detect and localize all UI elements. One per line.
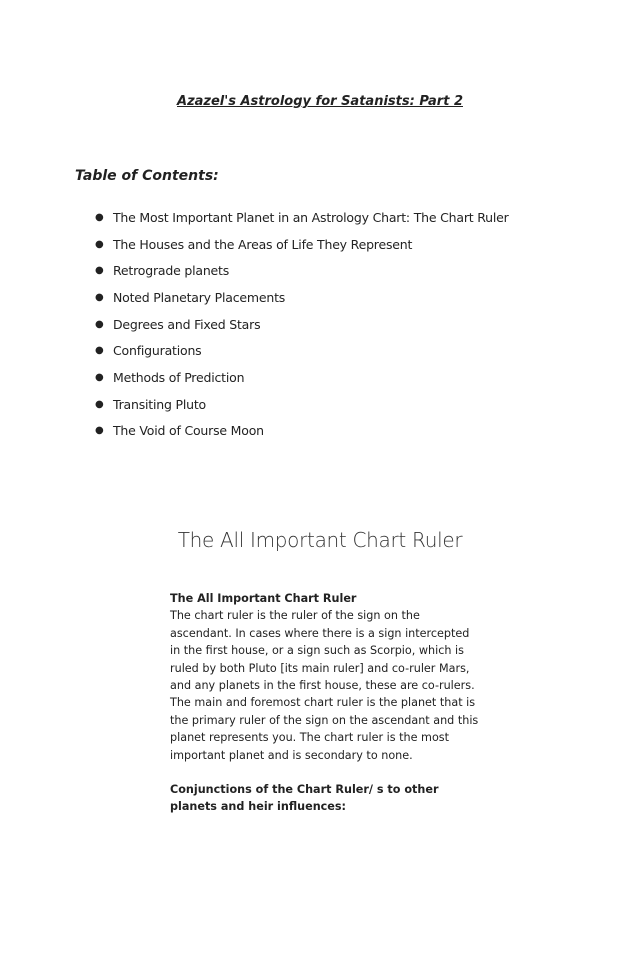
toc-item: ● Methods of Prediction bbox=[95, 369, 245, 385]
section-subheading: The All Important Chart Ruler bbox=[170, 592, 357, 605]
toc-item: ● Configurations bbox=[95, 343, 202, 359]
bullet-icon: ● bbox=[95, 398, 104, 410]
section-heading: The All Important Chart Ruler bbox=[177, 528, 463, 552]
bullet-icon: ● bbox=[95, 211, 104, 223]
next-subheading: Conjunctions of the Chart Ruler/ s to other planets and heir influences: bbox=[170, 783, 439, 814]
bullet-icon: ● bbox=[95, 371, 104, 383]
bullet-icon: ● bbox=[95, 318, 104, 330]
toc-heading: Table of Contents: bbox=[75, 168, 219, 184]
body-paragraph: The chart ruler is the ruler of the sign on the ascendant. In cases where there is a sign intercepted in the first house, or a sign such as Scorpio, which is ruled by both Pluto [its main ruler] and co-ruler Mars, and any planets in the first house, these are co-rulers. The main and foremost chart ruler is the planet that is the primary ruler of the sign on the ascendant and this planet represents you. The chart ruler is the most important planet and is secondary to none. bbox=[170, 609, 479, 762]
toc-item: ● Degrees and Fixed Stars bbox=[95, 316, 261, 332]
toc-item: ● The Most Important Planet in an Astrology Chart: The Chart Ruler bbox=[95, 209, 509, 225]
bullet-icon: ● bbox=[95, 345, 104, 357]
toc-list bbox=[95, 204, 509, 444]
bullet-icon: ● bbox=[95, 265, 104, 277]
toc-item: ● The Houses and the Areas of Life They Represent bbox=[95, 236, 413, 252]
toc-item: ● Retrograde planets bbox=[95, 263, 230, 279]
bullet-icon: ● bbox=[95, 291, 104, 303]
bullet-icon: ● bbox=[95, 238, 104, 250]
bullet-icon: ● bbox=[95, 425, 104, 437]
section-body bbox=[170, 590, 480, 816]
toc-item: ● The Void of Course Moon bbox=[95, 423, 264, 439]
document-title: Azazel's Astrology for Satanists: Part 2 bbox=[177, 94, 463, 109]
toc-item: ● Noted Planetary Placements bbox=[95, 289, 286, 305]
toc-item: ● Transiting Pluto bbox=[95, 396, 206, 412]
